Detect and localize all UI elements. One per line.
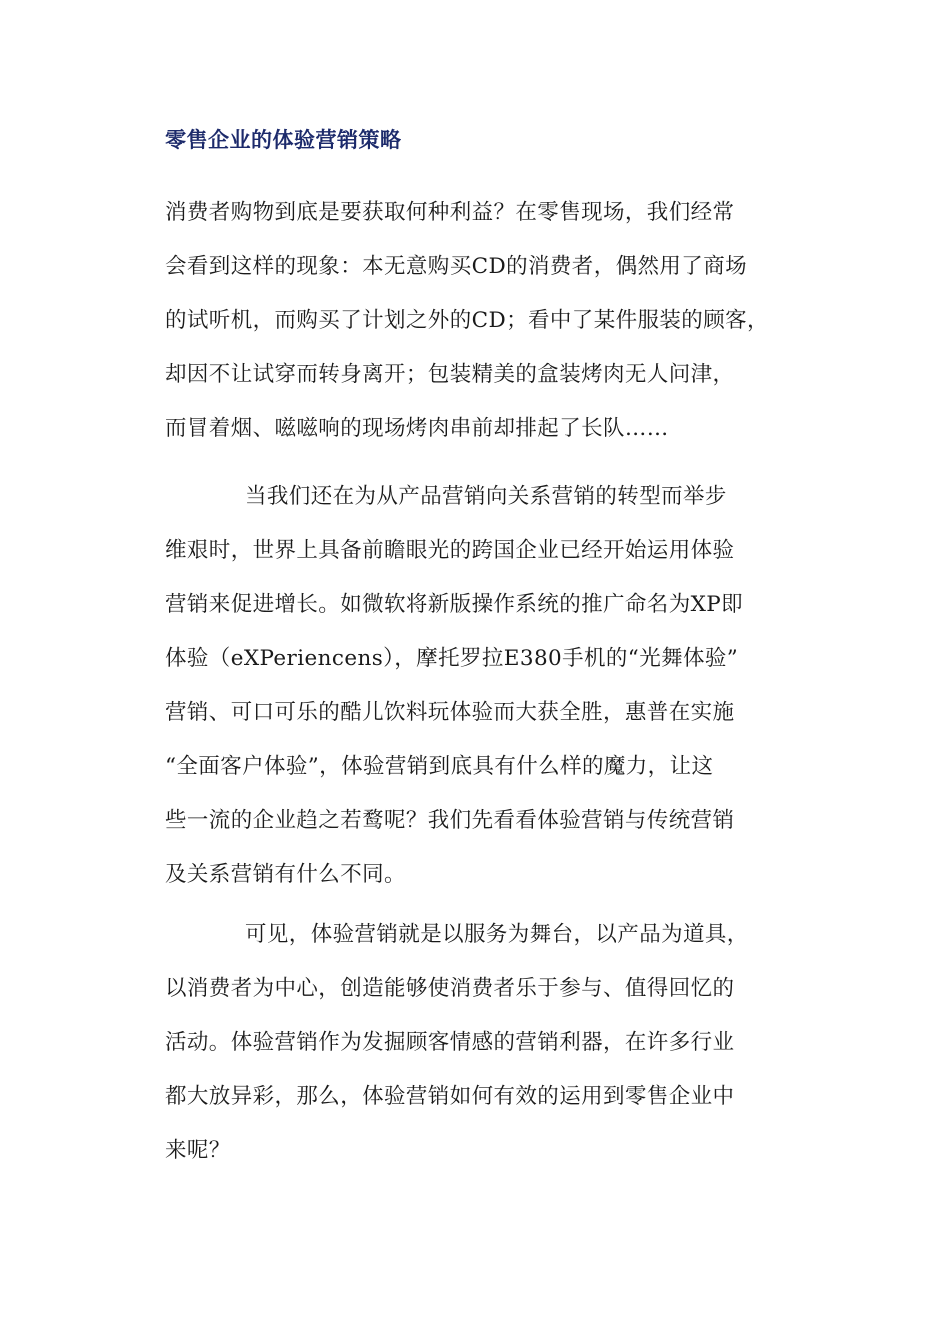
paragraph-line: 活动。体验营销作为发掘顾客情感的营销利器，在许多行业 [165, 1030, 735, 1055]
paragraph-line: 来呢？ [165, 1138, 231, 1163]
paragraph-line: 都大放异彩，那么，体验营销如何有效的运用到零售企业中 [165, 1084, 735, 1109]
paragraph-1 [165, 186, 805, 456]
paragraph-line: 以消费者为中心，创造能够使消费者乐于参与、值得回忆的 [165, 976, 735, 1001]
paragraph-line: 可见，体验营销就是以服务为舞台，以产品为道具， [245, 922, 749, 947]
paragraph-3 [165, 908, 805, 1178]
paragraph-line: 维艰时，世界上具备前瞻眼光的跨国企业已经开始运用体验 [165, 538, 735, 563]
document-title: 零售企业的体验营销策略 [165, 127, 402, 152]
paragraph-line: 体验（eXPeriencens），摩托罗拉E380手机的“光舞体验” [165, 646, 739, 671]
paragraph-line: 而冒着烟、嗞嗞响的现场烤肉串前却排起了长队…… [165, 416, 669, 441]
paragraph-line: 营销、可口可乐的酷儿饮料玩体验而大获全胜，惠普在实施 [165, 700, 735, 725]
paragraph-line: 却因不让试穿而转身离开；包装精美的盒装烤肉无人问津， [165, 362, 735, 387]
paragraph-line: 及关系营销有什么不同。 [165, 862, 406, 887]
paragraph-line: “全面客户体验”，体验营销到底具有什么样的魔力，让这 [165, 754, 714, 779]
paragraph-2 [165, 470, 805, 902]
paragraph-line: 当我们还在为从产品营销向关系营销的转型而举步 [245, 484, 727, 509]
paragraph-line: 的试听机，而购买了计划之外的CD；看中了某件服装的顾客， [165, 308, 769, 333]
paragraph-line: 些一流的企业趋之若鹜呢？我们先看看体验营销与传统营销 [165, 808, 735, 833]
paragraph-line: 营销来促进增长。如微软将新版操作系统的推广命名为XP即 [165, 592, 744, 617]
paragraph-line: 会看到这样的现象：本无意购买CD的消费者，偶然用了商场 [165, 254, 747, 279]
paragraph-line: 消费者购物到底是要获取何种利益？在零售现场，我们经常 [165, 200, 735, 225]
